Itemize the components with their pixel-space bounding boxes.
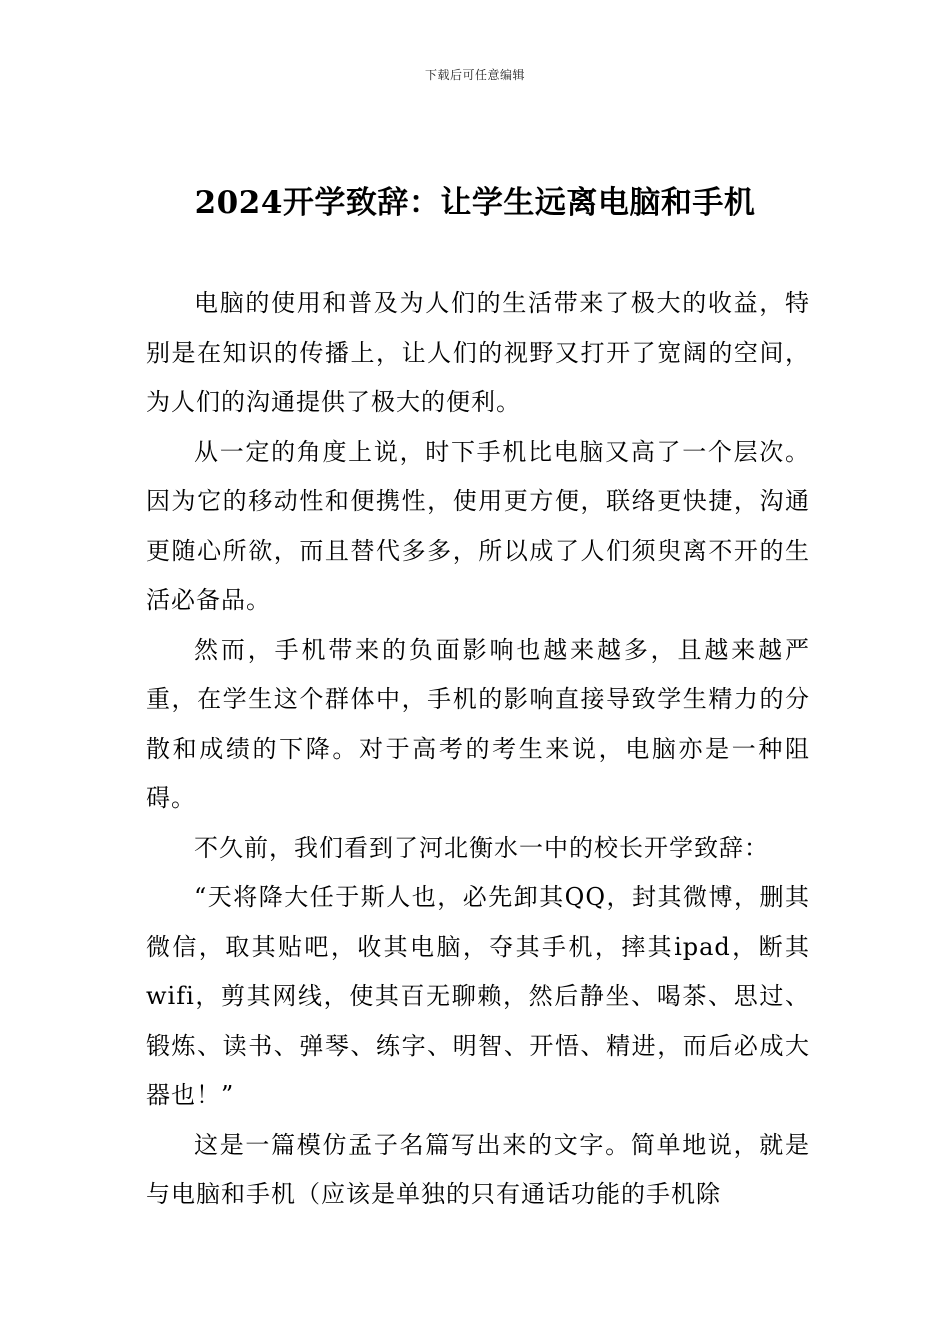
document-body bbox=[146, 279, 810, 1220]
paragraph: 从一定的角度上说，时下手机比电脑又高了一个层次。因为它的移动性和便携性，使用更方便，联络更快捷，沟通更随心所欲，而且替代多多，所以成了人们须臾离不开的生活必备品。 bbox=[146, 437, 810, 614]
paragraph: 不久前，我们看到了河北衡水一中的校长开学致辞： bbox=[194, 833, 769, 862]
header-note: 下载后可任意编辑 bbox=[424, 68, 525, 82]
paragraph: “天将降大任于斯人也，必先卸其QQ，封其微博，删其微信，取其贴吧，收其电脑，夺其手机，摔其ipad，断其wifi，剪其网线，使其百无聊赖，然后静坐、喝茶、思过、锻炼、读书、弹琴、练字、明智、开悟、精进，而后必成大器也！” bbox=[146, 883, 810, 1109]
paragraph: 电脑的使用和普及为人们的生活带来了极大的收益，特别是在知识的传播上，让人们的视野又打开了宽阔的空间，为人们的沟通提供了极大的便利。 bbox=[146, 289, 810, 416]
paragraph: 然而，手机带来的负面影响也越来越多，且越来越严重，在学生这个群体中，手机的影响直接导致学生精力的分散和成绩的下降。对于高考的考生来说，电脑亦是一种阻碍。 bbox=[146, 635, 810, 812]
document-title: 2024开学致辞：让学生远离电脑和手机 bbox=[194, 185, 756, 221]
paragraph: 这是一篇模仿孟子名篇写出来的文字。简单地说，就是与电脑和手机（应该是单独的只有通话功能的手机除 bbox=[146, 1130, 810, 1208]
